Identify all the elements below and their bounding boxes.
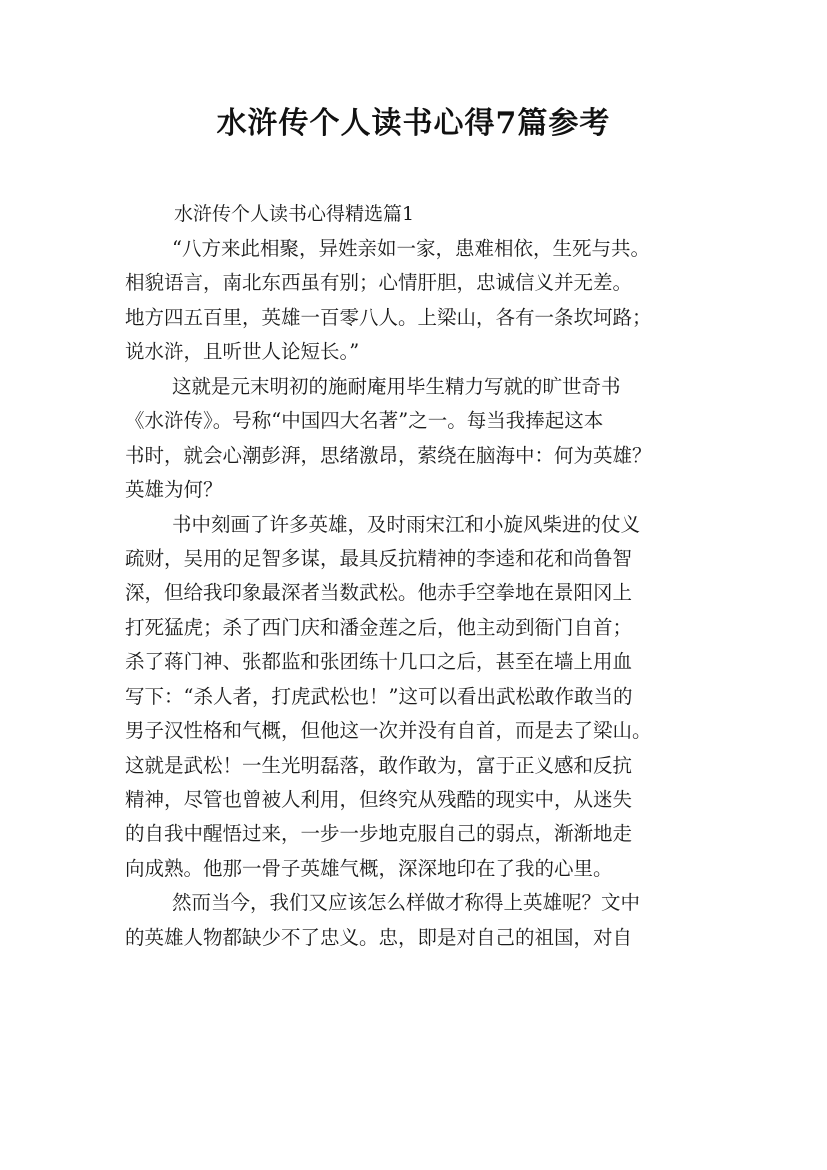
paragraph — [125, 886, 725, 955]
text-line: 的英雄人物都缺少不了忠义。忠，即是对自己的祖国，对自 — [125, 925, 633, 949]
text-line: 精神，尽管也曾被人利用，但终究从残酷的现实中，从迷失 — [125, 788, 633, 811]
text-line: 书中刻画了许多英雄，及时雨宋江和小旋风柴进的仗义 — [172, 512, 641, 536]
text-line: 杀了蒋门神、张都监和张团练十几口之后，甚至在墙上用血 — [125, 650, 633, 674]
document-body — [125, 232, 725, 955]
section-heading: 水浒传个人读书心得精选篇1 — [174, 203, 415, 225]
text-line: 这就是武松！一生光明磊落，敢作敢为，富于正义感和反抗 — [125, 753, 633, 777]
text-line: 《水浒传》。号称“中国四大名著”之一。每当我捧起这本 — [125, 409, 604, 433]
text-line: 疏财，吴用的足智多谋，最具反抗精神的李逵和花和尚鲁智 — [125, 546, 633, 570]
text-line: 写下：“杀人者，打虎武松也！”这可以看出武松敢作敢当的 — [125, 684, 633, 708]
text-line: 打死猛虎；杀了西门庆和潘金莲之后，他主动到衙门自首； — [125, 615, 633, 639]
text-line: 说水浒，且听世人论短长。” — [125, 340, 360, 364]
text-line: 书时，就会心潮彭湃，思绪激昂，萦绕在脑海中：何为英雄？ — [125, 443, 652, 467]
text-line: 地方四五百里，英雄一百零八人。上梁山，各有一条坎坷路； — [125, 305, 652, 329]
text-line: 英雄为何？ — [125, 478, 223, 502]
text-line: 向成熟。他那一骨子英雄气概，深深地印在了我的心里。 — [125, 856, 613, 880]
text-line: 的自我中醒悟过来，一步一步地克服自己的弱点，渐渐地走 — [125, 822, 633, 846]
text-line: “八方来此相聚，异姓亲如一家，患难相依，生死与共。 — [172, 237, 650, 260]
paragraph — [125, 232, 725, 370]
text-line: 这就是元末明初的施耐庵用毕生精力写就的旷世奇书 — [172, 374, 621, 398]
text-line: 深，但给我印象最深者当数武松。他赤手空拳地在景阳冈上 — [125, 581, 633, 605]
text-line: 男子汉性格和气概，但他这一次并没有自首，而是去了梁山。 — [125, 719, 652, 743]
document-title: 水浒传个人读书心得7篇参考 — [216, 106, 611, 141]
text-line: 然而当今，我们又应该怎么样做才称得上英雄呢？文中 — [172, 891, 641, 915]
paragraph — [125, 370, 725, 508]
paragraph — [125, 508, 725, 887]
text-line: 相貌语言，南北东西虽有别；心情肝胆，忠诚信义并无差。 — [125, 271, 633, 295]
